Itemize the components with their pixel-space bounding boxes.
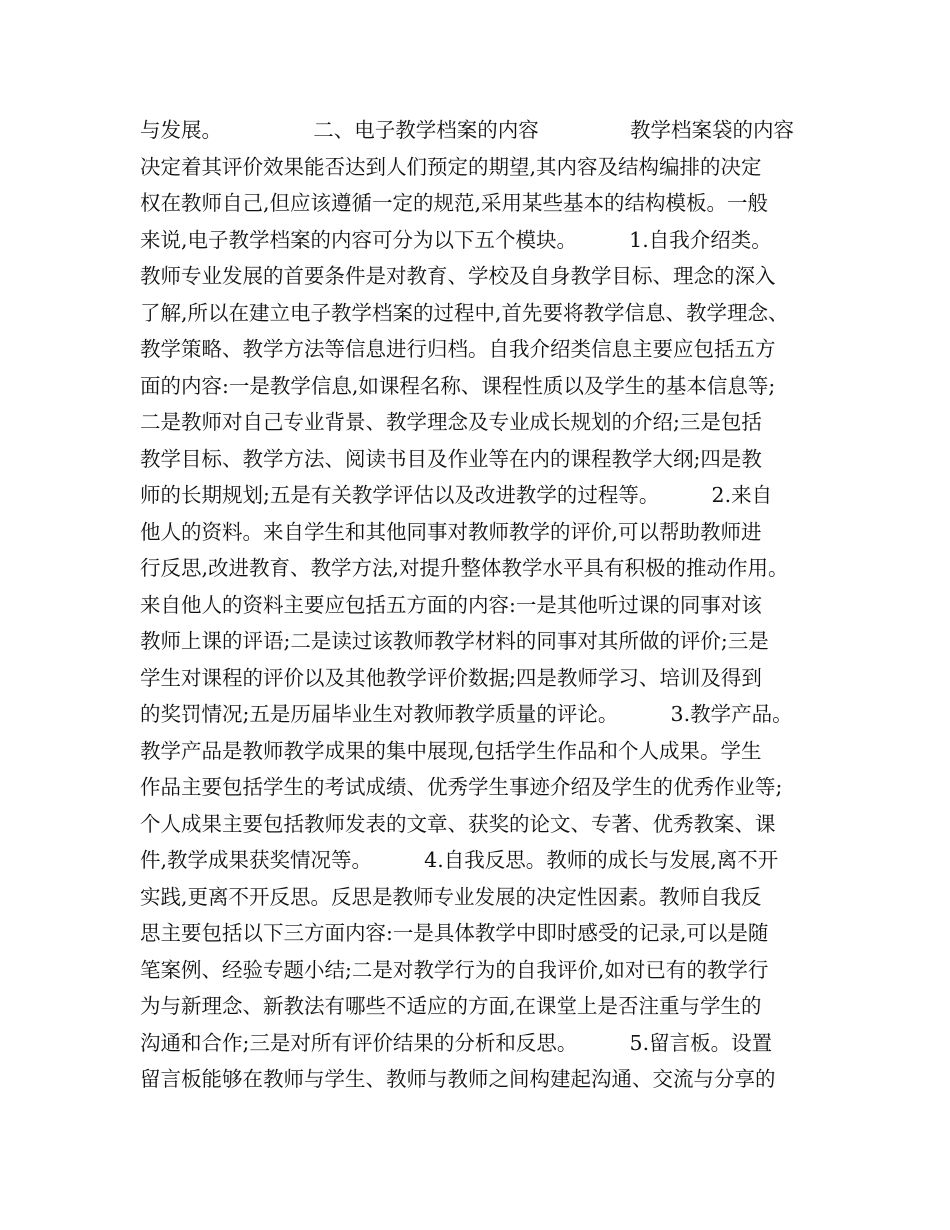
text-line: 为与新理念、新教法有哪些不适应的方面,在课堂上是否注重与学生的 [140,994,762,1018]
text-line: 面的内容:一是教学信息,如课程名称、课程性质以及学生的基本信息等; [140,373,776,398]
text-line: 笔案例、经验专题小结;二是对教学行为的自我评价,如对已有的教学行 [140,957,769,982]
text-line: 留言板能够在教师与学生、教师与教师之间构建起沟通、交流与分享的 [140,1067,776,1091]
text-line: 教学产品是教师教学成果的集中展现,包括学生作品和个人成果。学生 [140,738,762,763]
text-line: 行反思,改进教育、教学方法,对提升整体教学水平具有积极的推动作用。 [140,556,789,580]
text-line: 与发展。 二、电子教学档案的内容 教学档案袋的内容 [140,118,794,142]
text-line: 个人成果主要包括教师发表的文章、获奖的论文、专著、优秀教案、课 [140,811,776,836]
text-line: 实践,更离不开反思。反思是教师专业发展的决定性因素。教师自我反 [140,884,762,909]
text-line: 来自他人的资料主要应包括五方面的内容:一是其他听过课的同事对该 [140,592,762,617]
text-line: 的奖罚情况;五是历届毕业生对教师教学质量的评论。 3.教学产品。 [140,702,793,726]
text-line: 教学策略、教学方法等信息进行归档。自我介绍类信息主要应包括五方 [140,337,776,361]
text-line: 学生对课程的评价以及其他教学评价数据;四是教师学习、培训及得到 [140,665,762,690]
text-line: 作品主要包括学生的考试成绩、优秀学生事迹介绍及学生的优秀作业等; [140,775,783,799]
text-line: 教师专业发展的首要条件是对教育、学校及自身教学目标、理念的深入 [140,264,776,288]
text-line: 教师上课的评语;二是读过该教师教学材料的同事对其所做的评价;三是 [140,629,769,653]
text-line: 权在教师自己,但应该遵循一定的规范,采用某些基本的结构模板。一般 [140,191,769,215]
text-line: 决定着其评价效果能否达到人们预定的期望,其内容及结构编排的决定 [140,154,762,179]
text-line: 沟通和合作;三是对所有评价结果的分析和反思。 5.留言板。设置 [140,1030,773,1055]
text-line: 他人的资料。来自学生和其他同事对教师教学的评价,可以帮助教师进 [140,519,762,544]
text-line: 了解,所以在建立电子教学档案的过程中,首先要将教学信息、教学理念、 [140,300,789,325]
body-text [140,112,830,1098]
text-line: 师的长期规划;五是有关教学评估以及改进教学的过程等。 2.来自 [140,483,773,507]
text-line: 思主要包括以下三方面内容:一是具体教学中即时感受的记录,可以是随 [140,921,769,945]
text-line: 二是教师对自己专业背景、教学理念及专业成长规划的介绍;三是包括 [140,410,762,434]
text-line: 来说,电子教学档案的内容可分为以下五个模块。 1.自我介绍类。 [140,227,772,252]
text-line: 教学目标、教学方法、阅读书目及作业等在内的课程教学大纲;四是教 [140,446,762,471]
text-line: 件,教学成果获奖情况等。 4.自我反思。教师的成长与发展,离不开 [140,848,779,872]
